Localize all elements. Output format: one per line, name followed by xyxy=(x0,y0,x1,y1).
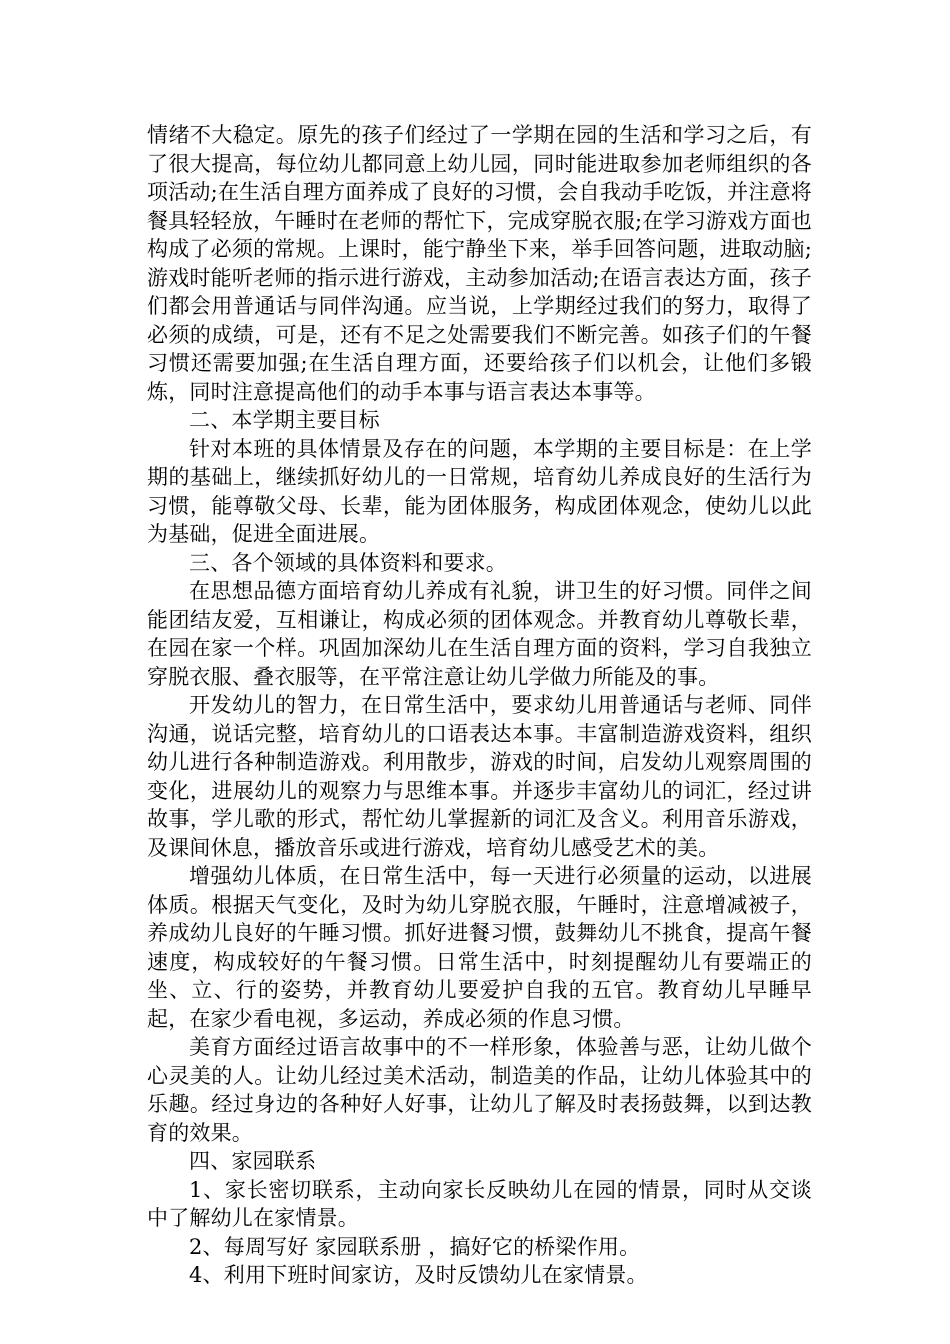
list-item-4: 4、利用下班时间家访，及时反馈幼儿在家情景。 xyxy=(189,1263,648,1287)
paragraph-intellect: 开发幼儿的智力，在日常生活中，要求幼儿用普通话与老师、同伴沟通，说话完整，培育幼儿的口语表达本事。丰富制造游戏资料，组织幼儿进行各种制造游戏。利用散步，游戏的时间，启发幼儿观察周围的变化，进展幼儿的观察力与思维本事。并逐步丰富幼儿的词汇，经过讲故事，学儿歌的形式，帮忙幼儿掌握新的词汇及含义。利用音乐游戏，及课间休息，播放音乐或进行游戏，培育幼儿感受艺术的美。 xyxy=(147,693,812,860)
section-heading-goals: 二、本学期主要目标 xyxy=(189,408,380,432)
list-item-1: 1、家长密切联系，主动向家长反映幼儿在园的情景，同时从交谈中了解幼儿在家情景。 xyxy=(147,1177,812,1230)
paragraph-physical: 增强幼儿体质，在日常生活中，每一天进行必须量的运动，以进展体质。根据天气变化，及时为幼儿穿脱衣服，午睡时，注意增减被子，养成幼儿良好的午睡习惯。抓好进餐习惯，鼓舞幼儿不挑食，提高午餐速度，构成较好的午餐习惯。日常生活中，时刻提醒幼儿有要端正的坐、立、行的姿势，并教育幼儿要爱护自我的五官。教育幼儿早睡早起，在家少看电视，多运动，养成必须的作息习惯。 xyxy=(147,864,812,1031)
paragraph-continuation: 情绪不大稳定。原先的孩子们经过了一学期在园的生活和学习之后，有了很大提高，每位幼儿都同意上幼儿园，同时能进取参加老师组织的各项活动;在生活自理方面养成了良好的习惯，会自我动手吃饭，并注意将餐具轻轻放，午睡时在老师的帮忙下，完成穿脱衣服;在学习游戏方面也构成了必须的常规。上课时，能宁静坐下来，举手回答问题，进取动脑;游戏时能听老师的指示进行游戏，主动参加活动;在语言表达方面，孩子们都会用普通话与同伴沟通。应当说，上学期经过我们的努力，取得了必须的成绩，可是，还有不足之处需要我们不断完善。如孩子们的午餐习惯还需要加强;在生活自理方面，还要给孩子们以机会，让他们多锻炼，同时注意提高他们的动手本事与语言表达本事等。 xyxy=(147,123,812,404)
paragraph-aesthetic: 美育方面经过语言故事中的不一样形象，体验善与恶，让幼儿做个心灵美的人。让幼儿经过美术活动，制造美的作品，让幼儿体验其中的乐趣。经过身边的各种好人好事，让幼儿了解及时表扬鼓舞，以到达教育的效果。 xyxy=(147,1035,812,1145)
document-page xyxy=(147,121,812,1290)
section-heading-home-school: 四、家园联系 xyxy=(189,1149,317,1173)
list-item-2: 2、每周写好 家园联系册 ，搞好它的桥梁作用。 xyxy=(189,1234,641,1259)
paragraph-goals: 针对本班的具体情景及存在的问题，本学期的主要目标是：在上学期的基础上，继续抓好幼儿的一日常规，培育幼儿养成良好的生活行为习惯，能尊敬父母、长辈，能为团体服务，构成团体观念，使幼儿以此为基础，促进全面进展。 xyxy=(147,436,812,546)
section-heading-areas: 三、各个领域的具体资料和要求。 xyxy=(189,550,507,575)
paragraph-moral: 在思想品德方面培育幼儿养成有礼貌，讲卫生的好习惯。同伴之间能团结友爱，互相谦让，构成必须的团体观念。并教育幼儿尊敬长辈，在园在家一个样。巩固加深幼儿在生活自理方面的资料，学习自我独立穿脱衣服、叠衣服等，在平常注意让幼儿学做力所能及的事。 xyxy=(147,579,812,689)
